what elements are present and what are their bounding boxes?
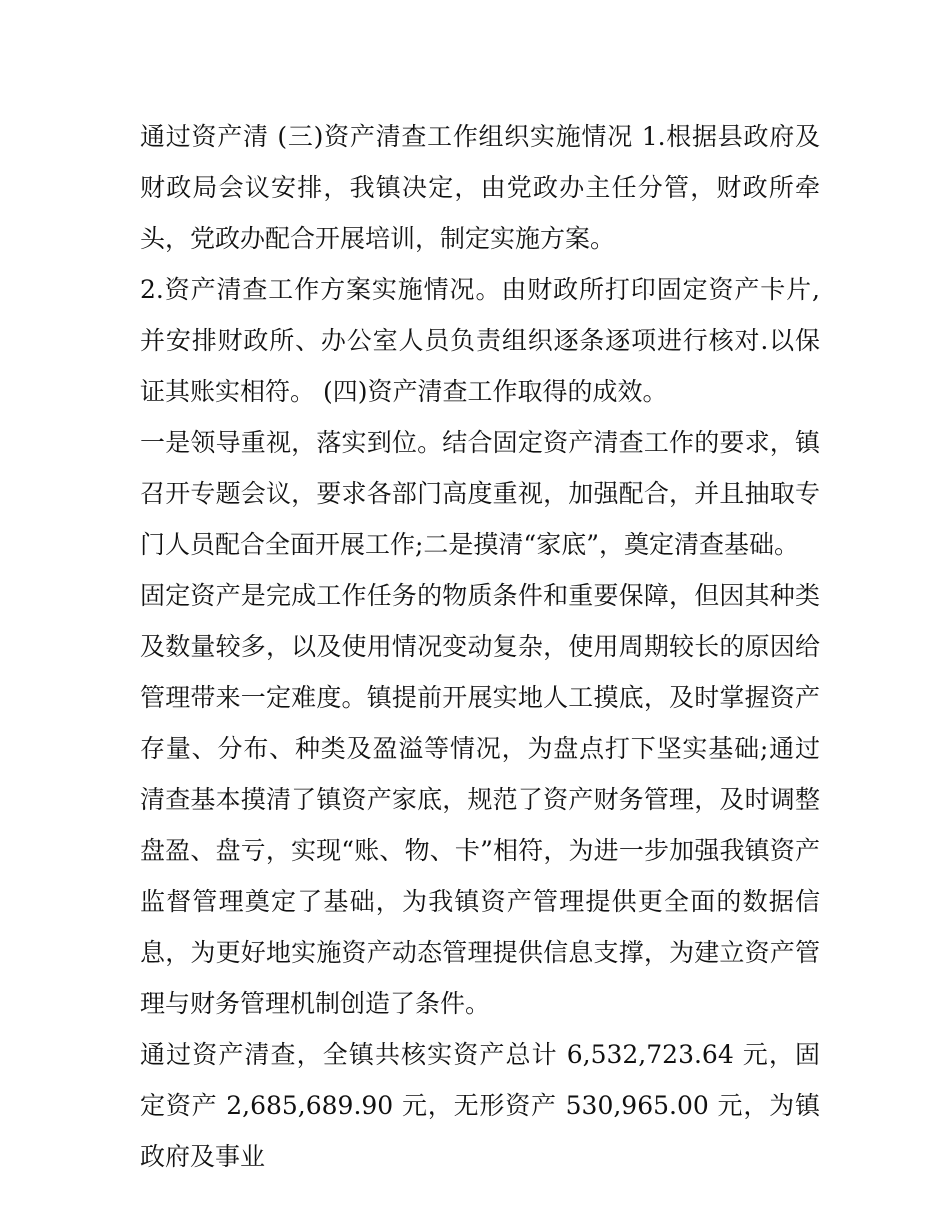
paragraph-5: 通过资产清查，全镇共核实资产总计 6,532,723.64 元，固定资产 2,685,689.90 元，无形资产 530,965.00 元，为镇政府及事业 xyxy=(140,1040,820,1171)
paragraph-2: 2.资产清查工作方案实施情况。由财政所打印固定资产卡片,并安排财政所、办公室人员负责组织逐条逐项进行核对.以保证其账实相符。 (四)资产清查工作取得的成效。 xyxy=(140,275,820,406)
document-body xyxy=(140,111,820,1182)
paragraph-3: 一是领导重视，落实到位。结合固定资产清查工作的要求，镇召开专题会议，要求各部门高度重视，加强配合，并且抽取专门人员配合全面开展工作;二是摸清“家底”，奠定清查基础。 xyxy=(140,428,820,559)
paragraph-4: 固定资产是完成工作任务的物质条件和重要保障，但因其种类及数量较多，以及使用情况变动复杂，使用周期较长的原因给管理带来一定难度。镇提前开展实地人工摸底，及时掌握资产存量、分布、种类及盈溢等情况，为盘点打下坚实基础;通过清查基本摸清了镇资产家底，规范了资产财务管理，及时调整盘盈、盘亏，实现“账、物、卡”相符，为进一步加强我镇资产监督管理奠定了基础，为我镇资产管理提供更全面的数据信息，为更好地实施资产动态管理提供信息支撑，为建立资产管理与财务管理机制创造了条件。 xyxy=(140,581,820,1018)
paragraph-1: 通过资产清 (三)资产清查工作组织实施情况 1.根据县政府及财政局会议安排，我镇决定，由党政办主任分管，财政所牵头，党政办配合开展培训，制定实施方案。 xyxy=(140,122,820,253)
